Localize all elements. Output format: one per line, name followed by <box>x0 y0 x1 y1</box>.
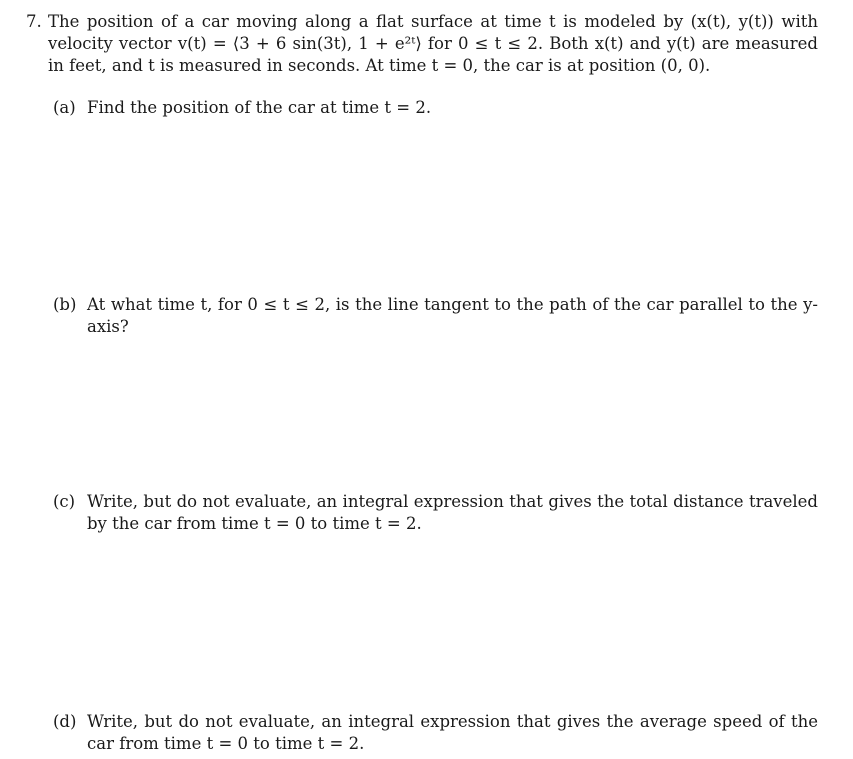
part-d-text: Write, but do not evaluate, an integral expression that gives the average speed of the car from time t = 0 to time t = 2. <box>87 712 818 753</box>
problem-text: The position of a car moving along a flat surface at time t is modeled by (x(t), y(t)) with velocity vector v(t) = ⟨3 + 6 sin(3t), 1 + e²ᵗ⟩ for 0 ≤ t ≤ 2. Both x(t) and y(t) are measured in feet, and t is measured in seconds. At time t = 0, the car is at position (0, 0). <box>48 12 818 75</box>
part-a <box>53 97 818 119</box>
part-a-label: (a) <box>53 98 76 117</box>
part-d <box>53 711 818 755</box>
part-c-label: (c) <box>53 492 76 511</box>
problem-statement <box>26 11 818 77</box>
part-b-text: At what time t, for 0 ≤ t ≤ 2, is the line tangent to the path of the car parallel to the y-axis? <box>87 295 818 336</box>
part-b-label: (b) <box>53 295 77 314</box>
part-c <box>53 491 818 535</box>
problem-number: 7. <box>26 12 42 31</box>
part-b <box>53 294 818 338</box>
part-a-text: Find the position of the car at time t = 2. <box>87 98 432 117</box>
part-d-label: (d) <box>53 712 77 731</box>
part-c-text: Write, but do not evaluate, an integral expression that gives the total distance traveled by the car from time t = 0 to time t = 2. <box>87 492 818 533</box>
